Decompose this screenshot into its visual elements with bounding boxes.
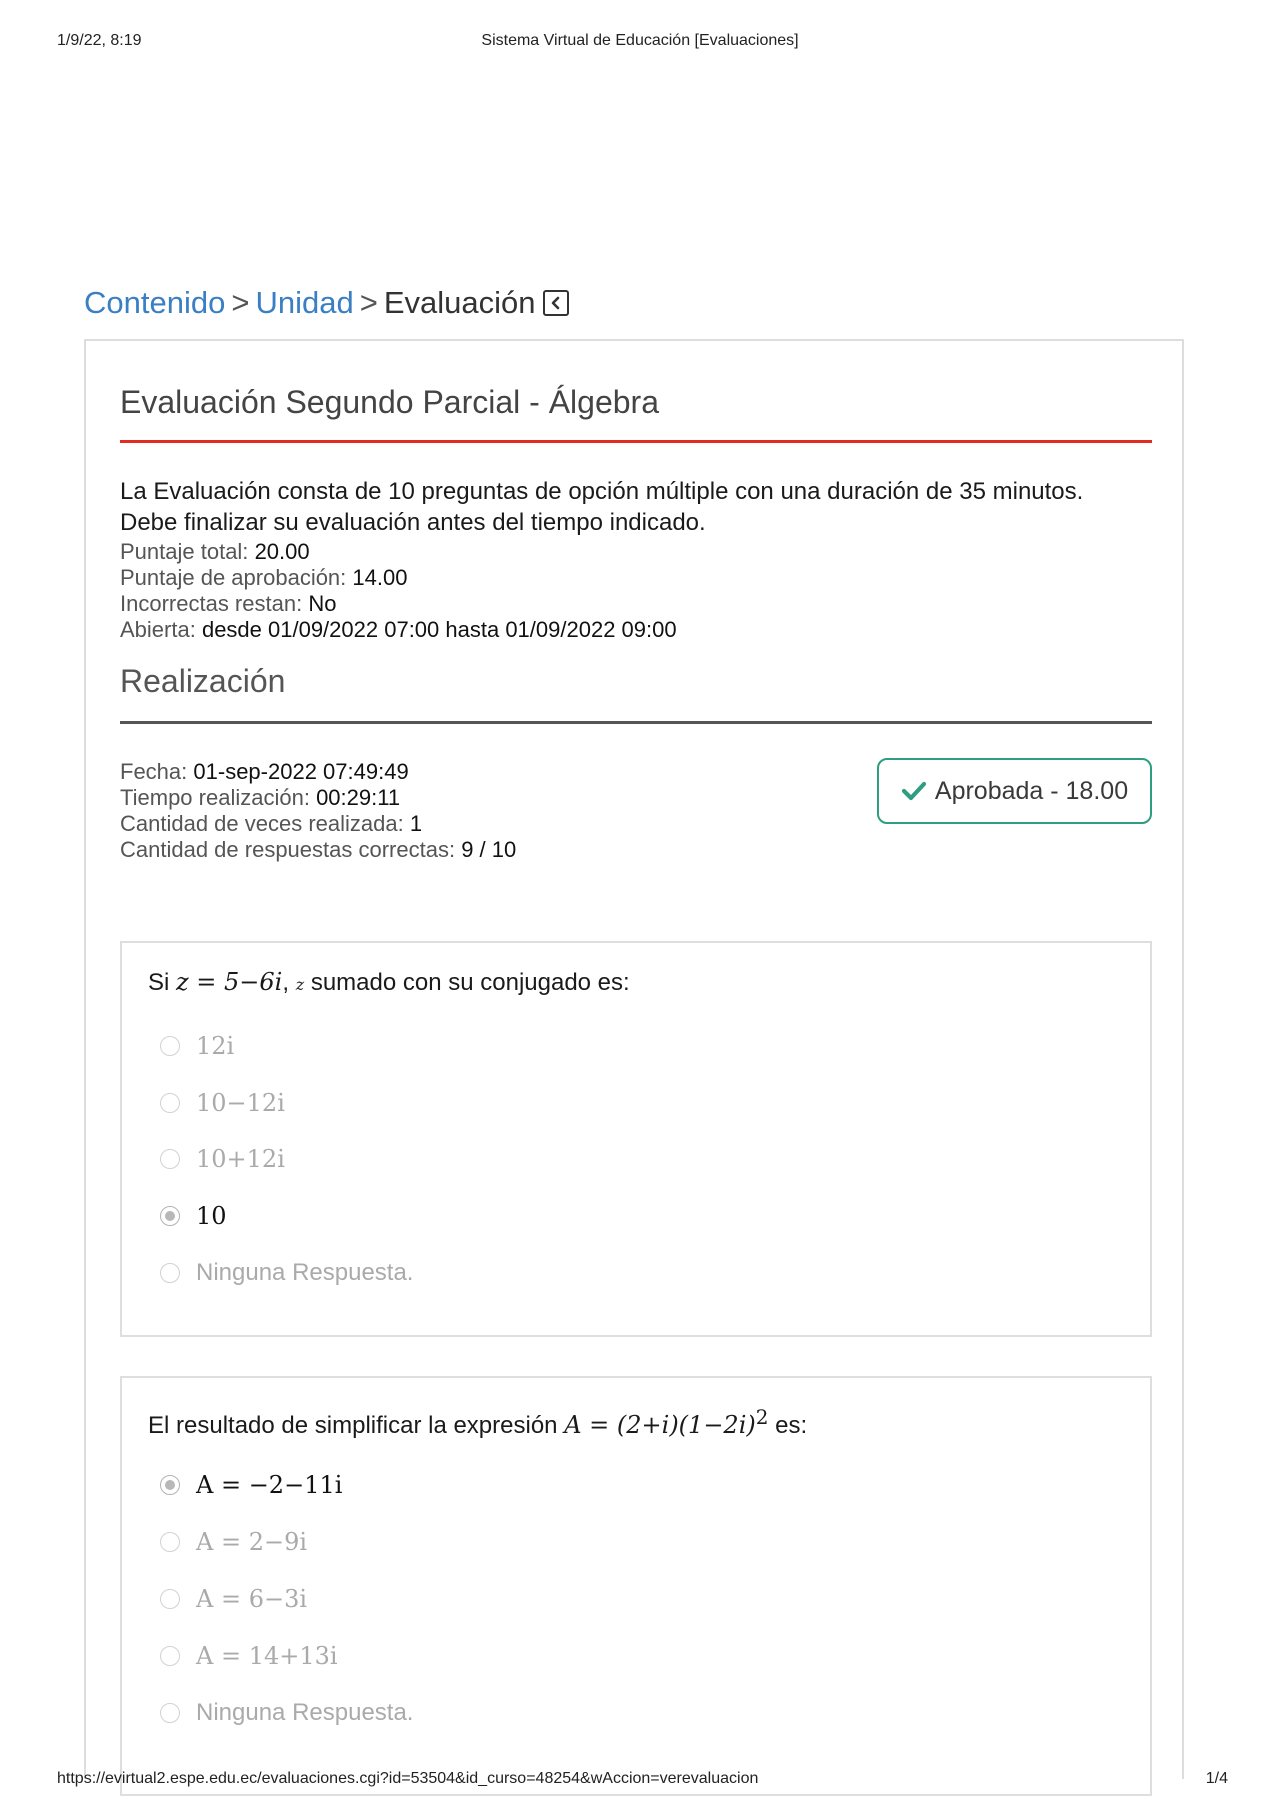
answer-option-selected[interactable] [160,1201,227,1231]
back-arrow-icon[interactable] [543,290,569,316]
penalty-value: No [308,591,337,616]
open-range-value: desde 01/09/2022 07:00 hasta 01/09/2022 09:00 [201,617,677,642]
answer-option[interactable] [160,1258,413,1288]
penalty-label: Incorrectas restan: [120,591,303,616]
attempt-date-label: Fecha: [120,759,188,784]
title-divider [120,440,1152,443]
question-math: z = 5−6i [176,968,283,996]
question-suffix: es: [775,1412,808,1439]
attempt-duration-label: Tiempo realización: [120,785,310,810]
attempt-correct-value: 9 / 10 [461,837,517,862]
question-text [148,1405,807,1440]
attempt-duration [120,785,400,811]
answer-option[interactable] [160,1584,307,1614]
attempt-correct [120,837,516,863]
radio-button[interactable] [160,1646,180,1666]
print-datetime: 1/9/22, 8:19 [57,32,142,49]
answer-option[interactable] [160,1031,234,1061]
open-range [120,617,677,643]
option-label: A = −2−11i [196,1471,343,1499]
evaluation-card [84,339,1184,1779]
attempt-date-value: 01-sep-2022 07:49:49 [193,759,409,784]
question-math-exponent: 2 [755,1405,769,1429]
section-title-realizacion: Realización [120,663,286,699]
answer-option[interactable] [160,1527,307,1557]
attempt-date [120,759,409,785]
question-separator: , [282,969,290,996]
section-divider [120,721,1152,724]
breadcrumb-separator: > [231,285,250,320]
question-text [148,968,630,997]
question-prefix: El resultado de simplificar la expresión [148,1412,558,1439]
attempt-times [120,811,422,837]
print-page-number: 1/4 [1205,1770,1228,1787]
total-score-label: Puntaje total: [120,539,249,564]
radio-button[interactable] [160,1589,180,1609]
option-label: A = 6−3i [196,1585,308,1613]
radio-button-checked[interactable] [160,1206,180,1226]
radio-button[interactable] [160,1532,180,1552]
question-suffix: sumado con su conjugado es: [310,969,630,996]
question-card [120,941,1152,1337]
breadcrumb [84,285,569,321]
breadcrumb-separator: > [359,285,378,320]
print-header [0,32,1280,54]
status-text: Aprobada - 18.00 [934,776,1129,805]
status-badge [877,758,1152,824]
evaluation-description: La Evaluación consta de 10 preguntas de opción múltiple con una duración de 35 minutos. Debe finalizar su evaluación antes del tiempo indicado. [120,478,1084,536]
option-label: 12i [196,1032,235,1060]
breadcrumb-unidad[interactable]: Unidad [255,285,354,320]
option-label: 10−12i [196,1089,285,1117]
option-label: Ninguna Respuesta. [196,1259,414,1286]
answer-option[interactable] [160,1088,285,1118]
answer-option[interactable] [160,1698,413,1728]
print-footer [0,1770,1280,1792]
question-math-expression: A = (2+i)(1−2i) [564,1411,756,1439]
radio-button[interactable] [160,1036,180,1056]
print-page-title: Sistema Virtual de Educación [Evaluaciones] [481,32,799,49]
passing-score-value: 14.00 [352,565,408,590]
attempt-times-label: Cantidad de veces realizada: [120,811,404,836]
radio-button[interactable] [160,1149,180,1169]
breadcrumb-contenido[interactable]: Contenido [84,285,226,320]
answer-option[interactable] [160,1641,338,1671]
option-label: Ninguna Respuesta. [196,1699,414,1726]
total-score-value: 20.00 [254,539,310,564]
question-prefix: Si [148,969,170,996]
question-math-variable: z [295,975,305,994]
option-label: 10+12i [196,1145,285,1173]
evaluation-title: Evaluación Segundo Parcial - Álgebra [120,384,659,420]
attempt-duration-value: 00:29:11 [316,785,401,810]
option-label: A = 14+13i [196,1642,338,1670]
option-label: A = 2−9i [196,1528,308,1556]
attempt-correct-label: Cantidad de respuestas correctas: [120,837,456,862]
print-url: https://evirtual2.espe.edu.ec/evaluaciones.cgi?id=53504&id_curso=48254&wAccion=verevaluacion [57,1770,759,1787]
radio-button[interactable] [160,1703,180,1723]
passing-score-label: Puntaje de aprobación: [120,565,347,590]
radio-button-checked[interactable] [160,1475,180,1495]
open-range-label: Abierta: [120,617,196,642]
question-card [120,1376,1152,1796]
breadcrumb-current: Evaluación [383,285,536,320]
question-math [564,1405,769,1439]
option-label: 10 [196,1202,227,1230]
passing-score [120,565,407,591]
check-icon [901,780,927,802]
answer-option-selected[interactable] [160,1470,342,1500]
total-score [120,539,310,565]
penalty [120,591,336,617]
attempt-times-value: 1 [409,811,423,836]
answer-option[interactable] [160,1144,285,1174]
radio-button[interactable] [160,1093,180,1113]
radio-button[interactable] [160,1263,180,1283]
